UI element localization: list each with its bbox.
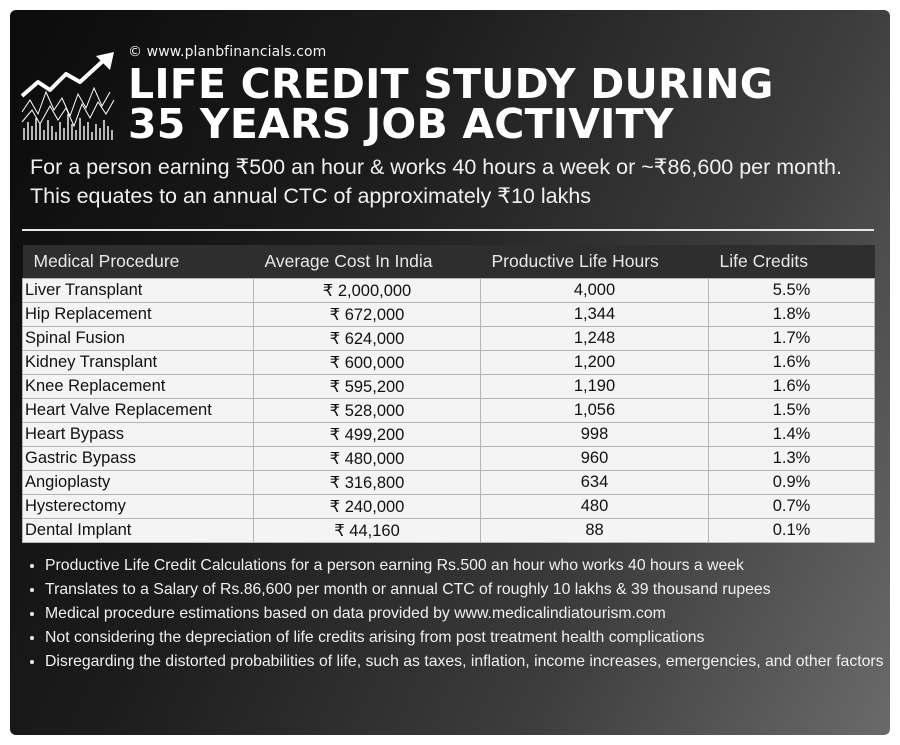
table-body [23,279,875,543]
procedure-name-cell: Dental Implant [23,519,254,543]
life-hours-cell: 1,200 [481,351,709,375]
life-hours-cell: 1,056 [481,399,709,423]
table-row [23,351,875,375]
average-cost-cell: ₹ 672,000 [254,303,481,327]
average-cost-cell: ₹ 528,000 [254,399,481,423]
page-title [128,60,774,148]
procedure-name-cell: Angioplasty [23,471,254,495]
procedure-name-cell: Heart Bypass [23,423,254,447]
table-row [23,471,875,495]
life-hours-cell: 4,000 [481,279,709,303]
intro-text: For a person earning ₹500 an hour & works 40 hours a week or ~₹86,600 per month. This equates to an annual CTC of approximately ₹10 lakhs [30,155,842,208]
infographic-card [10,10,890,735]
note-item: • Not considering the depreciation of life credits arising from post treatment health complications [45,626,890,650]
life-credits-cell: 1.5% [709,399,875,423]
life-credits-cell: 1.8% [709,303,875,327]
life-credits-cell: 0.9% [709,471,875,495]
average-cost-cell: ₹ 499,200 [254,423,481,447]
average-cost-cell: ₹ 44,160 [254,519,481,543]
divider [22,229,874,231]
life-hours-cell: 1,344 [481,303,709,327]
copyright-text: © www.planbfinancials.com [128,44,327,60]
life-credits-cell: 1.4% [709,423,875,447]
procedure-name-cell: Liver Transplant [23,279,254,303]
table-row [23,303,875,327]
note-item: • Translates to a Salary of Rs.86,600 per month or annual CTC of roughly 10 lakhs & 39 thousand rupees [45,578,890,602]
procedure-table [22,245,875,543]
table-header-row [23,245,875,279]
life-credits-cell: 0.1% [709,519,875,543]
table-row [23,399,875,423]
table-row [23,519,875,543]
column-header: Productive Life Hours [481,245,709,279]
note-item: • Productive Life Credit Calculations for a person earning Rs.500 an hour who works 40 hours a week [45,554,890,578]
title-line-2: 35 YEARS JOB ACTIVITY [128,100,674,148]
life-credits-cell: 1.6% [709,351,875,375]
table-row [23,495,875,519]
life-credits-cell: 1.7% [709,327,875,351]
table-row [23,447,875,471]
life-hours-cell: 634 [481,471,709,495]
procedure-name-cell: Gastric Bypass [23,447,254,471]
life-hours-cell: 1,248 [481,327,709,351]
procedure-name-cell: Kidney Transplant [23,351,254,375]
life-hours-cell: 480 [481,495,709,519]
column-header: Life Credits [709,245,875,279]
table-row [23,279,875,303]
average-cost-cell: ₹ 600,000 [254,351,481,375]
table-row [23,375,875,399]
notes-list [24,554,890,674]
title-line-1: LIFE CREDIT STUDY DURING [128,60,774,108]
life-hours-cell: 1,190 [481,375,709,399]
life-hours-cell: 960 [481,447,709,471]
average-cost-cell: ₹ 240,000 [254,495,481,519]
note-item: • Medical procedure estimations based on data provided by www.medicalindiatourism.com [45,602,890,626]
life-credits-cell: 1.6% [709,375,875,399]
life-hours-cell: 998 [481,423,709,447]
column-header: Medical Procedure [23,245,254,279]
table-row [23,423,875,447]
average-cost-cell: ₹ 2,000,000 [254,279,481,303]
procedure-name-cell: Heart Valve Replacement [23,399,254,423]
procedure-name-cell: Hysterectomy [23,495,254,519]
average-cost-cell: ₹ 624,000 [254,327,481,351]
procedure-name-cell: Spinal Fusion [23,327,254,351]
table-row [23,327,875,351]
column-header: Average Cost In India [254,245,481,279]
procedure-name-cell: Hip Replacement [23,303,254,327]
life-credits-cell: 1.3% [709,447,875,471]
note-item: • Disregarding the distorted probabilities of life, such as taxes, inflation, income increases, emergencies, and other factors [45,650,890,674]
average-cost-cell: ₹ 316,800 [254,471,481,495]
life-credits-cell: 0.7% [709,495,875,519]
growth-chart-icon [20,52,120,144]
average-cost-cell: ₹ 595,200 [254,375,481,399]
procedure-name-cell: Knee Replacement [23,375,254,399]
average-cost-cell: ₹ 480,000 [254,447,481,471]
life-hours-cell: 88 [481,519,709,543]
life-credits-cell: 5.5% [709,279,875,303]
